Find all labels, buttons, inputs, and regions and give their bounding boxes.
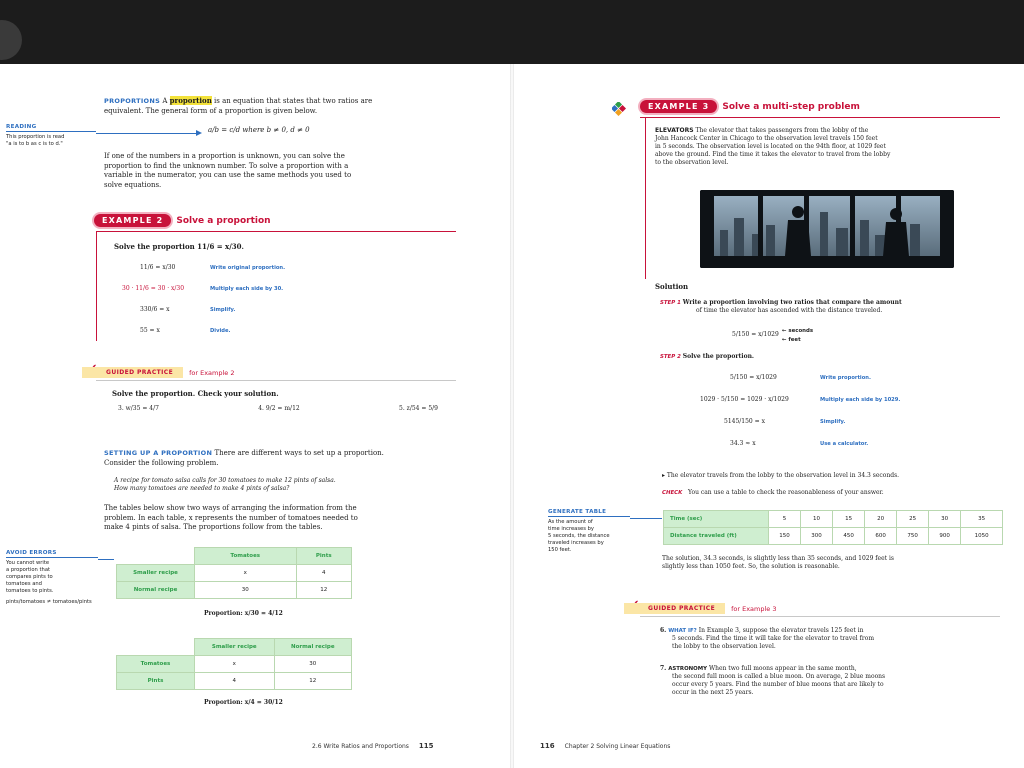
footer-section: 2.6 Write Ratios and Proportions bbox=[312, 743, 409, 750]
left-footer bbox=[312, 742, 444, 750]
step-note: Simplify. bbox=[210, 307, 236, 313]
line: above the ground. Find the time it takes the elevator to travel from the lobby bbox=[655, 151, 891, 158]
elevators-lead: ELEVATORS bbox=[655, 127, 694, 134]
row-label: Time (sec) bbox=[664, 511, 769, 528]
cell: 30 bbox=[274, 656, 351, 673]
setup-heading: SETTING UP A PROPORTION bbox=[104, 449, 213, 457]
cell: 4 bbox=[296, 565, 351, 582]
cell: 30 bbox=[929, 511, 961, 528]
step2 bbox=[660, 353, 754, 361]
generate-table-title: GENERATE TABLE bbox=[548, 509, 630, 517]
line: proportion to find the unknown number. To solve a proportion with a bbox=[104, 161, 349, 170]
reading-arrow bbox=[96, 133, 200, 134]
gp2-problems bbox=[118, 405, 438, 413]
equation: 30 · 11/6 = 30 · x/30 bbox=[122, 285, 185, 292]
table-row bbox=[117, 582, 352, 599]
step-row bbox=[730, 374, 1024, 396]
proportions-para bbox=[104, 152, 434, 190]
line: in 5 seconds. The observation level is located on the 94th floor, at 1029 feet bbox=[655, 143, 886, 150]
line: A recipe for tomato salsa calls for 30 tomatoes to make 12 pints of salsa. bbox=[114, 477, 336, 484]
row-label: Normal recipe bbox=[117, 582, 195, 599]
example3-header bbox=[640, 100, 860, 113]
line: traveled increases by bbox=[548, 540, 604, 546]
step-note: Multiply each side by 1029. bbox=[820, 397, 901, 403]
arrow-bottom: feet bbox=[788, 337, 801, 343]
cell: x bbox=[195, 656, 275, 673]
equation: 1029 · 5/150 = 1029 · x/1029 bbox=[700, 396, 789, 403]
reading-arrow-head bbox=[196, 130, 202, 136]
example2-vrule bbox=[96, 231, 97, 341]
example3-title: Solve a multi-step problem bbox=[722, 101, 860, 112]
example2-steps bbox=[122, 264, 440, 348]
line: In Example 3, suppose the elevator travels 125 feet in bbox=[698, 627, 864, 634]
check-line bbox=[662, 489, 884, 497]
problem: 3. w/35 = 4/7 bbox=[118, 405, 159, 412]
line: the second full moon is called a blue moon. On average, 2 blue moons bbox=[672, 673, 886, 680]
step-row bbox=[122, 285, 422, 306]
table-row bbox=[117, 565, 352, 582]
step-note: Use a calculator. bbox=[820, 441, 869, 447]
problem: 4. 9/2 = m/12 bbox=[258, 405, 300, 412]
step-note: Multiply each side by 30. bbox=[210, 286, 284, 292]
cell: 900 bbox=[929, 528, 961, 545]
line: How many tomatoes are needed to make 4 pints of salsa? bbox=[114, 485, 290, 492]
proportions-heading: PROPORTIONS bbox=[104, 97, 161, 105]
tomatoes-table-2 bbox=[116, 638, 352, 690]
line: occur in the next 25 years. bbox=[672, 689, 754, 696]
cell: 5 bbox=[769, 511, 801, 528]
table-row bbox=[664, 511, 1003, 528]
line: occur every 5 years. Find the number of blue moons that are likely to bbox=[672, 681, 884, 688]
header-cell: Normal recipe bbox=[274, 639, 351, 656]
step-row bbox=[140, 306, 440, 327]
table-row bbox=[664, 528, 1003, 545]
line: solve equations. bbox=[104, 180, 162, 189]
footer-section: Chapter 2 Solving Linear Equations bbox=[564, 743, 671, 750]
row-label: Distance traveled (ft) bbox=[664, 528, 769, 545]
example3-para bbox=[655, 127, 995, 167]
check-text: You can use a table to check the reasonableness of your answer. bbox=[688, 489, 884, 496]
arrow-top: seconds bbox=[788, 328, 814, 334]
text: is an equation that states that two ratios are bbox=[214, 97, 373, 105]
avoid-errors-sidebar bbox=[6, 550, 98, 606]
example2-prompt: Solve the proportion 11/6 = x/30. bbox=[114, 242, 244, 251]
cell: 15 bbox=[833, 511, 865, 528]
step1 bbox=[660, 299, 1000, 315]
blank-cell bbox=[117, 639, 195, 656]
row-label: Smaller recipe bbox=[117, 565, 195, 582]
generate-arrow bbox=[630, 518, 662, 519]
cell: 4 bbox=[195, 673, 275, 690]
gp2-instruction: Solve the proportion. Check your solution. bbox=[112, 389, 279, 398]
step-note: Write original proportion. bbox=[210, 265, 286, 271]
line: The solution, 34.3 seconds, is slightly less than 35 seconds, and 1029 feet is bbox=[662, 555, 894, 562]
equation: 330/6 = x bbox=[140, 306, 170, 313]
solution-heading: Solution bbox=[655, 282, 689, 291]
step-row bbox=[140, 264, 440, 285]
step1-label: STEP 1 bbox=[660, 300, 681, 306]
cell: 300 bbox=[801, 528, 833, 545]
step-note: Simplify. bbox=[820, 419, 846, 425]
problem: 5. z/54 = 5/9 bbox=[399, 405, 438, 412]
line: When two full moons appear in the same month, bbox=[708, 665, 857, 672]
device-top-bar bbox=[0, 0, 1024, 64]
example3-rule bbox=[640, 117, 1000, 118]
example2-title: Solve a proportion bbox=[176, 215, 271, 226]
avoid-errors-title: AVOID ERRORS bbox=[6, 550, 98, 558]
table1-proportion: Proportion: x/30 = 4/12 bbox=[204, 610, 283, 617]
equation: 5145/150 = x bbox=[724, 418, 765, 425]
tomatoes-table-1 bbox=[116, 547, 352, 599]
check-label: CHECK bbox=[662, 490, 683, 496]
camera-glow bbox=[0, 20, 22, 60]
line: a proportion that bbox=[6, 567, 51, 573]
setup-para bbox=[104, 504, 444, 533]
line: This proportion is read bbox=[6, 134, 65, 140]
line: If one of the numbers in a proportion is unknown, you can solve the bbox=[104, 152, 345, 160]
conclusion bbox=[662, 555, 1002, 571]
header-cell: Tomatoes bbox=[195, 548, 297, 565]
line: As the amount of bbox=[548, 519, 593, 525]
step2-label: STEP 2 bbox=[660, 354, 681, 360]
cell: x bbox=[195, 565, 297, 582]
example2-header bbox=[94, 214, 271, 227]
line: the lobby to the observation level. bbox=[672, 643, 776, 650]
avoid-formula: pints/tomatoes ≠ tomatoes/pints bbox=[6, 599, 92, 605]
problem-6 bbox=[660, 627, 1000, 651]
line: 5 seconds. Find the time it will take for the elevator to travel from bbox=[672, 635, 875, 642]
reading-title: READING bbox=[6, 124, 96, 132]
row-label: Tomatoes bbox=[117, 656, 195, 673]
cell: 750 bbox=[897, 528, 929, 545]
step-row bbox=[730, 440, 1024, 462]
blank-cell bbox=[117, 548, 195, 565]
line: compares pints to bbox=[6, 574, 53, 580]
row-label: Pints bbox=[117, 673, 195, 690]
table-row bbox=[117, 673, 352, 690]
line: to the observation level. bbox=[655, 159, 729, 166]
elevator-table bbox=[663, 510, 1003, 545]
generate-table-sidebar bbox=[548, 509, 630, 554]
setup-problem bbox=[114, 477, 336, 493]
line: tomatoes and bbox=[6, 581, 42, 587]
line: time increases by bbox=[548, 526, 594, 532]
cell: 1050 bbox=[961, 528, 1003, 545]
problem-number: 6. bbox=[660, 627, 667, 634]
guided-practice-for: for Example 2 bbox=[189, 368, 235, 377]
diamond-icon bbox=[612, 101, 626, 115]
line: 5 seconds, the distance bbox=[548, 533, 610, 539]
line: tomatoes to pints. bbox=[6, 588, 54, 594]
line: The tables below show two ways of arranging the information from the bbox=[104, 504, 357, 512]
line: You cannot write bbox=[6, 560, 50, 566]
table-row bbox=[117, 656, 352, 673]
astronomy-lead: ASTRONOMY bbox=[668, 666, 708, 672]
example3-pill: EXAMPLE 3 bbox=[640, 100, 717, 113]
proportion-formula: a/b = c/d where b ≠ 0, d ≠ 0 bbox=[208, 126, 310, 134]
problem-7 bbox=[660, 665, 1000, 697]
line: of time the elevator has ascended with the distance traveled. bbox=[696, 307, 883, 314]
setup-paragraph bbox=[104, 449, 444, 468]
guided-practice-3-header bbox=[624, 603, 776, 614]
example3-answer: ▸ The elevator travels from the lobby to the observation level in 34.3 seconds. bbox=[662, 472, 900, 479]
line: Write a proportion involving two ratios that compare the amount bbox=[682, 299, 902, 306]
problem-number: 7. bbox=[660, 665, 667, 672]
seconds-label: ← seconds bbox=[782, 328, 814, 334]
line: problem. In each table, x represents the number of tomatoes needed to bbox=[104, 513, 358, 522]
table2-proportion: Proportion: x/4 = 30/12 bbox=[204, 699, 283, 706]
text: equivalent. The general form of a proportion is given below. bbox=[104, 106, 318, 115]
page-number: 116 bbox=[540, 742, 555, 750]
what-if-lead: WHAT IF? bbox=[668, 628, 697, 634]
header-cell: Pints bbox=[296, 548, 351, 565]
example2-rule bbox=[96, 231, 456, 232]
step-note: Write proportion. bbox=[820, 375, 871, 381]
page-number: 115 bbox=[418, 742, 434, 750]
reading-sidebar bbox=[6, 124, 96, 148]
step1-equation: 5/150 = x/1029 bbox=[732, 331, 779, 338]
example3-steps bbox=[700, 374, 1000, 462]
step-row bbox=[724, 418, 1024, 440]
guided-practice-for: for Example 3 bbox=[731, 604, 777, 613]
cell: 35 bbox=[961, 511, 1003, 528]
equation: 34.3 ≈ x bbox=[730, 440, 756, 447]
cell: 150 bbox=[769, 528, 801, 545]
guided-practice-2-header bbox=[82, 367, 234, 378]
cell: 30 bbox=[195, 582, 297, 599]
book-spine bbox=[510, 64, 514, 768]
line: slightly less than 1050 feet. So, the solution is reasonable. bbox=[662, 563, 840, 570]
line: 150 feet. bbox=[548, 547, 572, 553]
proportion-highlight: proportion bbox=[169, 96, 212, 105]
example3-vrule bbox=[645, 117, 646, 279]
line: John Hancock Center in Chicago to the observation level travels 150 feet bbox=[655, 135, 878, 142]
cell: 25 bbox=[897, 511, 929, 528]
text: A bbox=[162, 97, 168, 105]
equation: 5/150 = x/1029 bbox=[730, 374, 777, 381]
cell: 600 bbox=[865, 528, 897, 545]
cell: 20 bbox=[865, 511, 897, 528]
guided-practice-label: GUIDED PRACTICE bbox=[624, 603, 725, 614]
observation-deck-photo bbox=[700, 190, 954, 268]
right-footer bbox=[540, 742, 670, 750]
step2-text: Solve the proportion. bbox=[682, 353, 755, 360]
line: make 4 pints of salsa. The proportions follow from the tables. bbox=[104, 523, 323, 531]
step-note: Divide. bbox=[210, 328, 231, 334]
example2-pill: EXAMPLE 2 bbox=[94, 214, 171, 227]
step-row bbox=[700, 396, 1000, 418]
line: The elevator that takes passengers from the lobby of the bbox=[695, 127, 869, 134]
cell: 450 bbox=[833, 528, 865, 545]
equation: 11/6 = x/30 bbox=[140, 264, 176, 271]
gp2-rule bbox=[96, 380, 456, 381]
gp3-rule bbox=[640, 616, 1000, 617]
header-cell: Smaller recipe bbox=[195, 639, 275, 656]
step-row bbox=[140, 327, 440, 348]
text: There are different ways to set up a proportion. bbox=[214, 449, 384, 457]
line: "a is to b as c is to d." bbox=[6, 141, 63, 147]
text: Consider the following problem. bbox=[104, 458, 219, 467]
cell: 10 bbox=[801, 511, 833, 528]
proportions-paragraph bbox=[104, 96, 444, 116]
line: variable in the numerator, you can use the same methods you used to bbox=[104, 171, 352, 179]
cell: 12 bbox=[296, 582, 351, 599]
guided-practice-label: GUIDED PRACTICE bbox=[82, 367, 183, 378]
feet-label: ← feet bbox=[782, 337, 801, 343]
avoid-arrow bbox=[98, 559, 114, 560]
cell: 12 bbox=[274, 673, 351, 690]
equation: 55 = x bbox=[140, 327, 160, 334]
